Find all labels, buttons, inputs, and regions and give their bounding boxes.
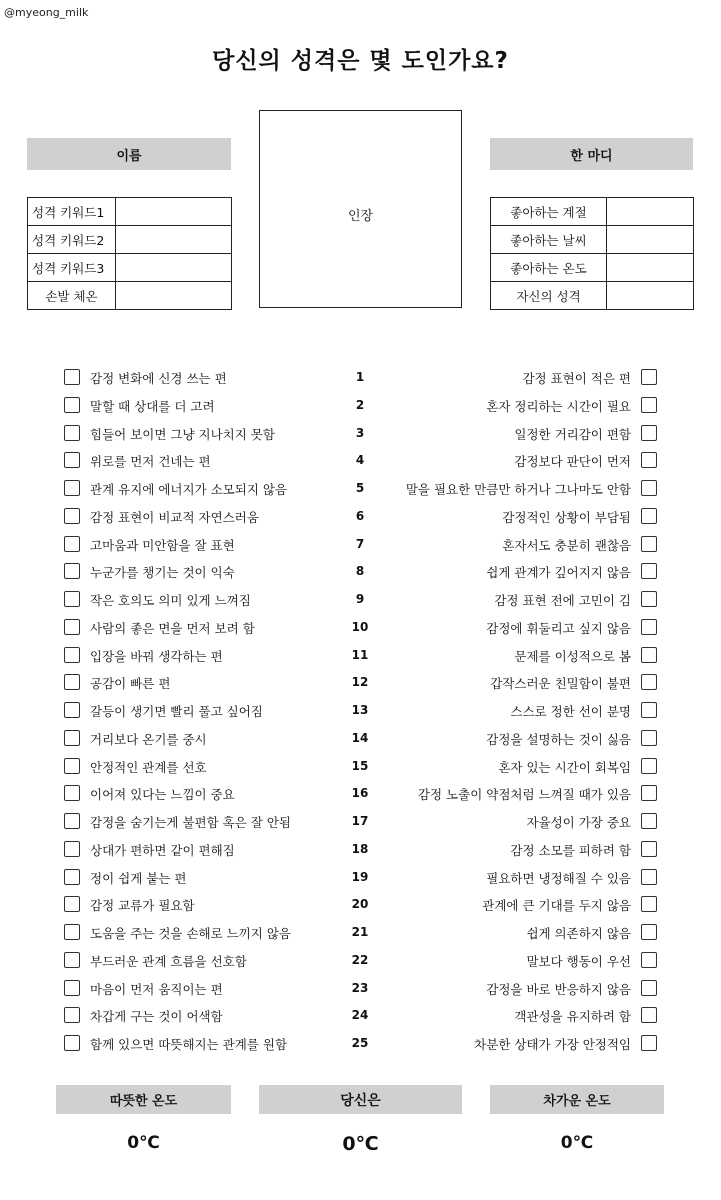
cold-trait-text: 혼자 있는 시간이 회복임 — [498, 759, 631, 775]
warm-trait-text: 힘들어 보이면 그냥 지나치지 못함 — [90, 426, 275, 442]
checklist-row — [0, 614, 721, 642]
page-title: 당신의 성격은 몇 도인가요? — [212, 48, 509, 74]
comment-header: 한 마디 — [490, 138, 693, 170]
cold-trait-text: 말을 필요한 만큼만 하거나 그나마도 안함 — [405, 482, 631, 497]
cold-checkbox[interactable] — [641, 508, 657, 524]
cold-checkbox[interactable] — [641, 647, 657, 663]
item-number: 6 — [355, 508, 365, 523]
warm-checkbox[interactable] — [64, 924, 80, 940]
cold-checkbox[interactable] — [641, 1007, 657, 1023]
warm-checkbox[interactable] — [64, 480, 80, 496]
warm-trait-text: 감정 변화에 신경 쓰는 편 — [90, 371, 227, 386]
checklist-row — [0, 808, 721, 836]
cold-trait-text: 문제를 이성적으로 봄 — [514, 648, 631, 664]
checklist-row — [0, 697, 721, 725]
cold-checkbox[interactable] — [641, 452, 657, 468]
right-info-row — [491, 226, 694, 254]
left-info-row — [28, 254, 232, 282]
cold-trait-text: 쉽게 관계가 깊어지지 않음 — [486, 565, 631, 581]
cold-trait-text: 필요하면 냉정해질 수 있음 — [486, 870, 631, 886]
you-temp-value: 0℃ — [342, 1133, 379, 1155]
warm-trait-text: 작은 호의도 의미 있게 느껴짐 — [90, 593, 251, 608]
cold-checkbox[interactable] — [641, 536, 657, 552]
checklist-row — [0, 475, 721, 503]
cold-trait-text: 감정을 설명하는 것이 싫음 — [486, 731, 631, 747]
warm-checkbox[interactable] — [64, 508, 80, 524]
warm-trait-text: 마음이 먼저 움직이는 편 — [90, 981, 223, 997]
checklist-row — [0, 725, 721, 753]
left-info-table — [27, 197, 232, 310]
cold-checkbox[interactable] — [641, 896, 657, 912]
cold-temp-value: 0℃ — [560, 1133, 594, 1153]
cold-checkbox[interactable] — [641, 619, 657, 635]
warm-trait-text: 누군가를 챙기는 것이 익숙 — [90, 565, 235, 581]
left-info-row — [28, 282, 232, 310]
author-credit: @myeong_milk — [4, 6, 89, 19]
left-field-label: 손발 체온 — [28, 282, 116, 310]
warm-trait-text: 입장을 바꿔 생각하는 편 — [90, 648, 223, 664]
warm-trait-text: 거리보다 온기를 중시 — [90, 731, 207, 747]
item-number: 21 — [351, 925, 369, 939]
left-field-value[interactable] — [116, 254, 232, 282]
right-info-table — [490, 197, 694, 310]
item-number: 4 — [355, 453, 365, 468]
cold-checkbox[interactable] — [641, 813, 657, 829]
warm-trait-text: 감정 표현이 비교적 자연스러움 — [90, 509, 259, 525]
checklist-row — [0, 947, 721, 975]
cold-trait-text: 자율성이 가장 중요 — [526, 815, 631, 830]
right-info-row — [491, 282, 694, 310]
cold-checkbox[interactable] — [641, 841, 657, 857]
warm-temp-header: 따뜻한 온도 — [56, 1085, 231, 1114]
cold-trait-text: 혼자 정리하는 시간이 필요 — [486, 398, 631, 414]
item-number: 7 — [355, 536, 365, 551]
item-number: 24 — [351, 1008, 369, 1023]
item-number: 5 — [355, 481, 365, 495]
cold-checkbox[interactable] — [641, 674, 657, 690]
cold-checkbox[interactable] — [641, 480, 657, 496]
warm-trait-text: 이어져 있다는 느낌이 중요 — [90, 787, 235, 803]
warm-trait-text: 갈등이 생기면 빨리 풀고 싶어짐 — [90, 704, 263, 719]
warm-checkbox[interactable] — [64, 730, 80, 746]
cold-trait-text: 감정 표현 전에 고민이 김 — [494, 593, 631, 608]
right-field-value[interactable] — [607, 254, 694, 282]
checklist-row — [0, 919, 721, 947]
warm-trait-text: 상대가 편하면 같이 편해짐 — [90, 842, 235, 858]
trait-checklist — [0, 364, 721, 1058]
warm-checkbox[interactable] — [64, 869, 80, 885]
checklist-row — [0, 891, 721, 919]
warm-checkbox[interactable] — [64, 813, 80, 829]
cold-checkbox[interactable] — [641, 591, 657, 607]
cold-checkbox[interactable] — [641, 785, 657, 801]
warm-trait-text: 위로를 먼저 건네는 편 — [90, 454, 211, 470]
warm-checkbox[interactable] — [64, 647, 80, 663]
cold-checkbox[interactable] — [641, 980, 657, 996]
left-field-value[interactable] — [116, 198, 232, 226]
item-number: 10 — [351, 619, 369, 634]
name-header: 이름 — [27, 138, 231, 170]
item-number: 14 — [351, 730, 369, 745]
item-number: 15 — [351, 758, 369, 773]
warm-checkbox[interactable] — [64, 841, 80, 857]
item-number: 16 — [351, 786, 369, 801]
warm-trait-text: 안정적인 관계를 선호 — [90, 759, 207, 775]
cold-trait-text: 차분한 상태가 가장 안정적임 — [474, 1037, 631, 1052]
checklist-row — [0, 753, 721, 781]
warm-trait-text: 관계 유지에 에너지가 소모되지 않음 — [90, 482, 288, 497]
photo-label: 인장 — [347, 209, 374, 224]
checklist-row — [0, 420, 721, 448]
item-number: 9 — [355, 592, 365, 606]
cold-checkbox[interactable] — [641, 869, 657, 885]
cold-trait-text: 감정을 바로 반응하지 않음 — [486, 981, 631, 997]
left-field-value[interactable] — [116, 282, 232, 310]
checklist-row — [0, 447, 721, 475]
checklist-row — [0, 503, 721, 531]
warm-trait-text: 고마움과 미안함을 잘 표현 — [90, 537, 235, 553]
warm-checkbox[interactable] — [64, 758, 80, 774]
item-number: 8 — [355, 564, 365, 579]
cold-checkbox[interactable] — [641, 924, 657, 940]
left-field-label: 성격 키워드1 — [28, 198, 116, 226]
warm-checkbox[interactable] — [64, 896, 80, 912]
checklist-row — [0, 586, 721, 614]
right-field-value[interactable] — [607, 198, 694, 226]
cold-checkbox[interactable] — [641, 730, 657, 746]
warm-trait-text: 감정을 숨기는게 불편함 혹은 잘 안됨 — [90, 815, 291, 830]
cold-trait-text: 감정 노출이 약점처럼 느껴질 때가 있음 — [417, 787, 631, 803]
left-field-label: 성격 키워드3 — [28, 254, 116, 282]
cold-trait-text: 일정한 거리감이 편함 — [514, 426, 631, 442]
warm-checkbox[interactable] — [64, 536, 80, 552]
cold-trait-text: 감정적인 상황이 부담됨 — [502, 509, 631, 525]
cold-trait-text: 감정 표현이 적은 편 — [522, 371, 631, 386]
warm-checkbox[interactable] — [64, 1007, 80, 1023]
cold-checkbox[interactable] — [641, 563, 657, 579]
warm-checkbox[interactable] — [64, 619, 80, 635]
warm-checkbox[interactable] — [64, 369, 80, 385]
cold-trait-text: 감정보다 판단이 먼저 — [514, 454, 631, 470]
cold-checkbox[interactable] — [641, 702, 657, 718]
warm-checkbox[interactable] — [64, 397, 80, 413]
item-number: 12 — [351, 675, 369, 690]
warm-trait-text: 감정 교류가 필요함 — [90, 898, 195, 914]
right-field-label: 자신의 성격 — [491, 282, 607, 310]
warm-trait-text: 차갑게 구는 것이 어색함 — [90, 1009, 223, 1025]
cold-trait-text: 쉽게 의존하지 않음 — [526, 926, 631, 941]
photo-box[interactable] — [259, 110, 462, 308]
warm-checkbox[interactable] — [64, 674, 80, 690]
warm-checkbox[interactable] — [64, 1035, 80, 1051]
item-number: 11 — [351, 647, 369, 662]
warm-checkbox[interactable] — [64, 591, 80, 607]
cold-trait-text: 갑작스러운 친밀함이 불편 — [490, 676, 631, 692]
cold-trait-text: 혼자서도 충분히 괜찮음 — [502, 537, 631, 553]
item-number: 20 — [351, 897, 369, 912]
item-number: 18 — [351, 841, 369, 856]
right-field-label: 좋아하는 온도 — [491, 254, 607, 282]
right-info-row — [491, 198, 694, 226]
checklist-row — [0, 364, 721, 392]
cold-checkbox[interactable] — [641, 397, 657, 413]
checklist-row — [0, 531, 721, 559]
right-field-value[interactable] — [607, 226, 694, 254]
warm-checkbox[interactable] — [64, 785, 80, 801]
warm-trait-text: 말할 때 상대를 더 고려 — [90, 398, 215, 414]
warm-checkbox[interactable] — [64, 425, 80, 441]
left-field-value[interactable] — [116, 226, 232, 254]
cold-checkbox[interactable] — [641, 425, 657, 441]
checklist-row — [0, 1002, 721, 1030]
warm-checkbox[interactable] — [64, 952, 80, 968]
right-field-label: 좋아하는 계절 — [491, 198, 607, 226]
checklist-row — [0, 1030, 721, 1058]
left-info-row — [28, 198, 232, 226]
item-number: 22 — [351, 952, 369, 967]
item-number: 1 — [355, 370, 365, 384]
cold-trait-text: 관계에 큰 기대를 두지 않음 — [482, 898, 631, 914]
cold-checkbox[interactable] — [641, 952, 657, 968]
warm-trait-text: 공감이 빠른 편 — [90, 676, 171, 692]
checklist-row — [0, 558, 721, 586]
item-number: 25 — [351, 1036, 369, 1050]
checklist-row — [0, 975, 721, 1003]
you-temp-header: 당신은 — [259, 1085, 462, 1114]
warm-checkbox[interactable] — [64, 702, 80, 718]
cold-checkbox[interactable] — [641, 758, 657, 774]
cold-trait-text: 스스로 정한 선이 분명 — [510, 704, 631, 719]
warm-trait-text: 정이 쉽게 붙는 편 — [90, 870, 187, 886]
warm-checkbox[interactable] — [64, 980, 80, 996]
warm-temp-value: 0℃ — [127, 1133, 160, 1153]
item-number: 17 — [351, 814, 369, 828]
cold-trait-text: 감정 소모를 피하려 함 — [510, 842, 631, 858]
cold-trait-text: 감정에 휘둘리고 싶지 않음 — [486, 620, 631, 636]
cold-trait-text: 객관성을 유지하려 함 — [514, 1009, 631, 1025]
checklist-row — [0, 836, 721, 864]
warm-trait-text: 함께 있으면 따뜻해지는 관계를 원함 — [90, 1037, 288, 1052]
item-number: 3 — [355, 425, 365, 440]
item-number: 19 — [351, 869, 369, 884]
right-field-label: 좋아하는 날씨 — [491, 226, 607, 254]
left-info-row — [28, 226, 232, 254]
checklist-row — [0, 392, 721, 420]
cold-checkbox[interactable] — [641, 369, 657, 385]
right-field-value[interactable] — [607, 282, 694, 310]
cold-trait-text: 말보다 행동이 우선 — [526, 953, 631, 969]
item-number: 23 — [351, 980, 369, 995]
warm-trait-text: 부드러운 관계 흐름을 선호함 — [90, 953, 247, 969]
checklist-row — [0, 669, 721, 697]
checklist-row — [0, 864, 721, 892]
item-number: 2 — [355, 397, 365, 412]
checklist-row — [0, 642, 721, 670]
warm-checkbox[interactable] — [64, 563, 80, 579]
item-number: 13 — [351, 703, 369, 717]
right-info-row — [491, 254, 694, 282]
cold-checkbox[interactable] — [641, 1035, 657, 1051]
left-field-label: 성격 키워드2 — [28, 226, 116, 254]
warm-trait-text: 사람의 좋은 면을 먼저 보려 함 — [90, 620, 255, 636]
warm-trait-text: 도움을 주는 것을 손해로 느끼지 않음 — [90, 926, 291, 941]
warm-checkbox[interactable] — [64, 452, 80, 468]
cold-temp-header: 차가운 온도 — [490, 1085, 664, 1114]
checklist-row — [0, 780, 721, 808]
